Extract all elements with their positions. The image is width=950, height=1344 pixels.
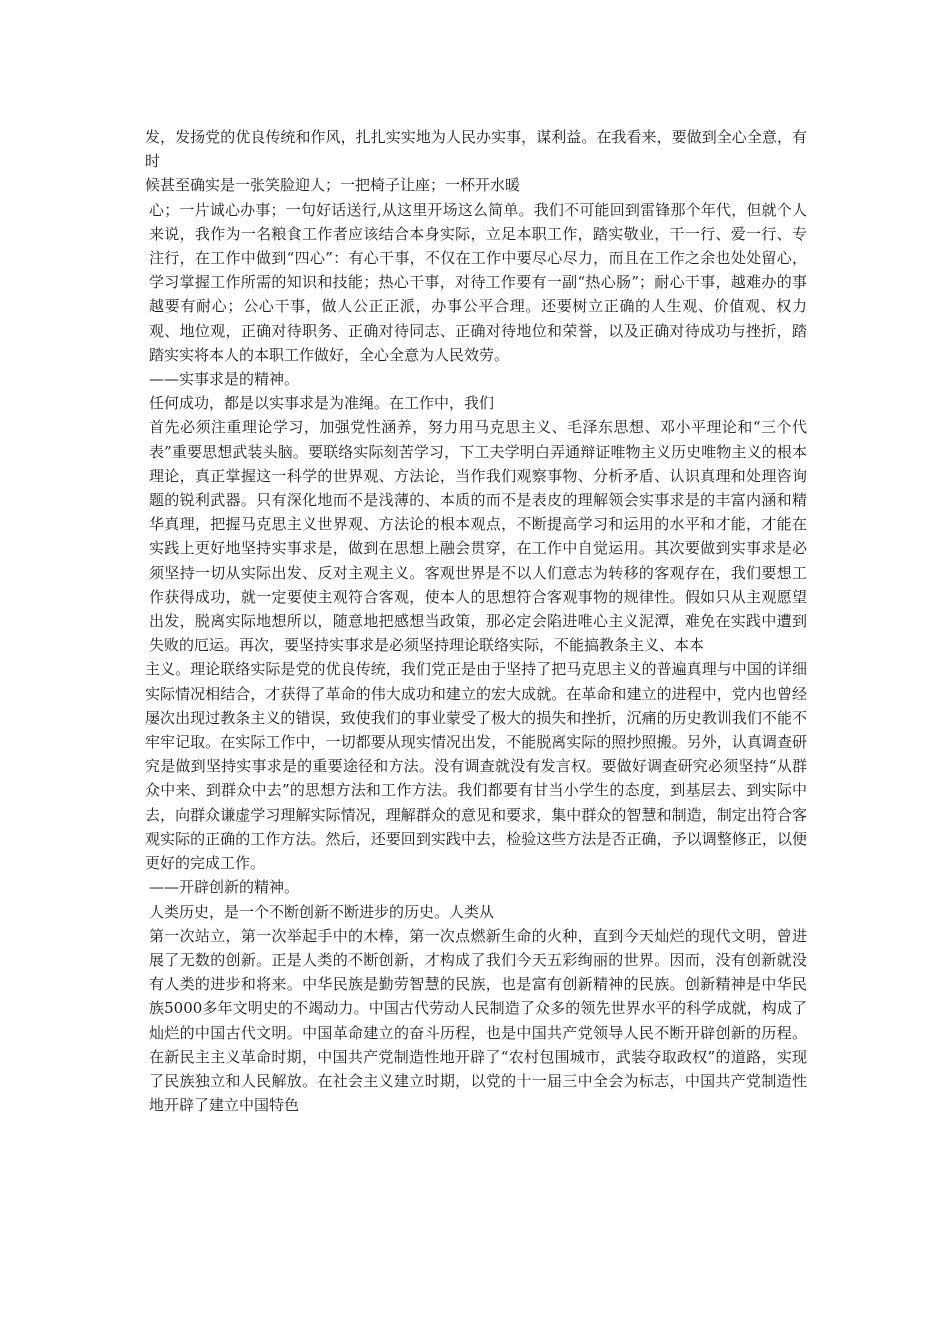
paragraph-1: 发，发扬党的优良传统和作风，扎扎实实地为人民办实事，谋利益。在我看来，要做到全心全意，有时 — [145, 128, 807, 171]
paragraph-6: 首先必须注重理论学习，加强党性涵养，努力用马克思主义、毛泽东思想、邓小平理论和“三个代表”重要思想武装头脑。要联络实际刻苦学习，下工夫学明白弄通辩证唯物主义历史唯物主义的根本理论，真正掌握这一科学的世界观、方法论，当作我们观察事物、分析矛盾、认识真理和处理咨询题的锐利武器。只有深化地而不是浅薄的、本质的而不是表皮的理解领会实事求是的丰富内涵和精华真理，把握马克思主义世界观、方法论的根本观点，不断提高学习和运用的水平和才能，才能在实践上更好地坚持实事求是，做到在思想上融会贯穿，在工作中自觉运用。其次要做到实事求是必须坚持一切从实际出发、反对主观主义。客观世界是不以人们意志为转移的客观存在，我们要想工作获得成功，就一定要使主观符合客观，使本人的思想符合客观事物的规律性。假如只从主观愿望出发，脱离实际地想所以，随意地把感想当政策，那必定会陷进唯心主义泥潭，难免在实践中遭到失败的厄运。再次，要坚持实事求是必须坚持理论联络实际，不能搞教条主义、本本 — [149, 418, 807, 655]
paragraph-5: 任何成功，都是以实事求是为准绳。在工作中，我们 — [149, 394, 495, 413]
paragraph-7: 主义。理论联络实际是党的优良传统，我们党正是由于坚持了把马克思主义的普遍真理与中国的详细实际情况相结合，才获得了革命的伟大成功和建立的宏大成就。在革命和建立的进程中，党内也曾经屡次出现过教条主义的错误，致使我们的事业蒙受了极大的损失和挫折，沉痛的历史教训我们不能不牢牢记取。在实际工作中，一切都要从现实情况出发，不能脱离实际的照抄照搬。另外，认真调查研究是做到坚持实事求是的重要途径和方法。没有调查就没有发言权。要做好调查研究必须坚持“从群众中来、到群众中去”的思想方法和工作方法。我们都要有甘当小学生的态度，到基层去、到实际中去，向群众谦虚学习理解实际情况，理解群众的意见和要求，集中群众的智慧和制造，制定出符合客观实际的正确的工作方法。然后，还要回到实践中去，检验这些方法是否正确，予以调整修正，以便更好的完成工作。 — [145, 660, 807, 873]
paragraph-2: 候甚至确实是一张笑脸迎人；一把椅子让座；一杯开水暖 — [145, 176, 521, 195]
paragraph-9: 人类历史，是一个不断创新不断进步的历史。人类从 — [149, 902, 495, 921]
paragraph-3: 心；一片诚心办事；一句好话送行,从这里开场这么简单。我们不可能回到雷锋那个年代，但就个人来说，我作为一名粮食工作者应该结合本身实际，立足本职工作，踏实敬业，干一行、爱一行、专注行，在工作中做到“四心”：有心干事，不仅在工作中要尽心尽力，而且在工作之余也处处留心，学习掌握工作所需的知识和技能；热心干事，对待工作要有一副“热心肠”；耐心干事，越难办的事越要有耐心；公心干事，做人公正正派，办事公平合理。还要树立正确的人生观、价值观、权力观、地位观，正确对待职务、正确对待同志、正确对待地位和荣誉，以及正确对待成功与挫折，踏踏实实将本人的本职工作做好，全心全意为人民效劳。 — [149, 200, 807, 364]
section-heading-innovation: ——开辟创新的精神。 — [149, 878, 300, 897]
section-heading-realism: ——实事求是的精神。 — [149, 370, 300, 389]
paragraph-10: 第一次站立，第一次举起手中的木棒，第一次点燃新生命的火种，直到今天灿烂的现代文明，曾进展了无数的创新。正是人类的不断创新，才构成了我们今天五彩绚丽的世界。因而，没有创新就没有人类的进步和将来。中华民族是勤劳智慧的民族，也是富有创新精神的民族。创新精神是中华民族5000多年文明史的不竭动力。中国古代劳动人民制造了众多的领先世界水平的科学成就，构成了灿烂的中国古代文明。中国革命建立的奋斗历程，也是中国共产党领导人民不断开辟创新的历程。在新民主主义革命时期，中国共产党制造性地开辟了“农村包围城市，武装夺取政权”的道路，实现了民族独立和人民解放。在社会主义建立时期，以党的十一届三中全会为标志，中国共产党制造性地开辟了建立中国特色 — [149, 926, 807, 1115]
document-body — [145, 125, 807, 1117]
